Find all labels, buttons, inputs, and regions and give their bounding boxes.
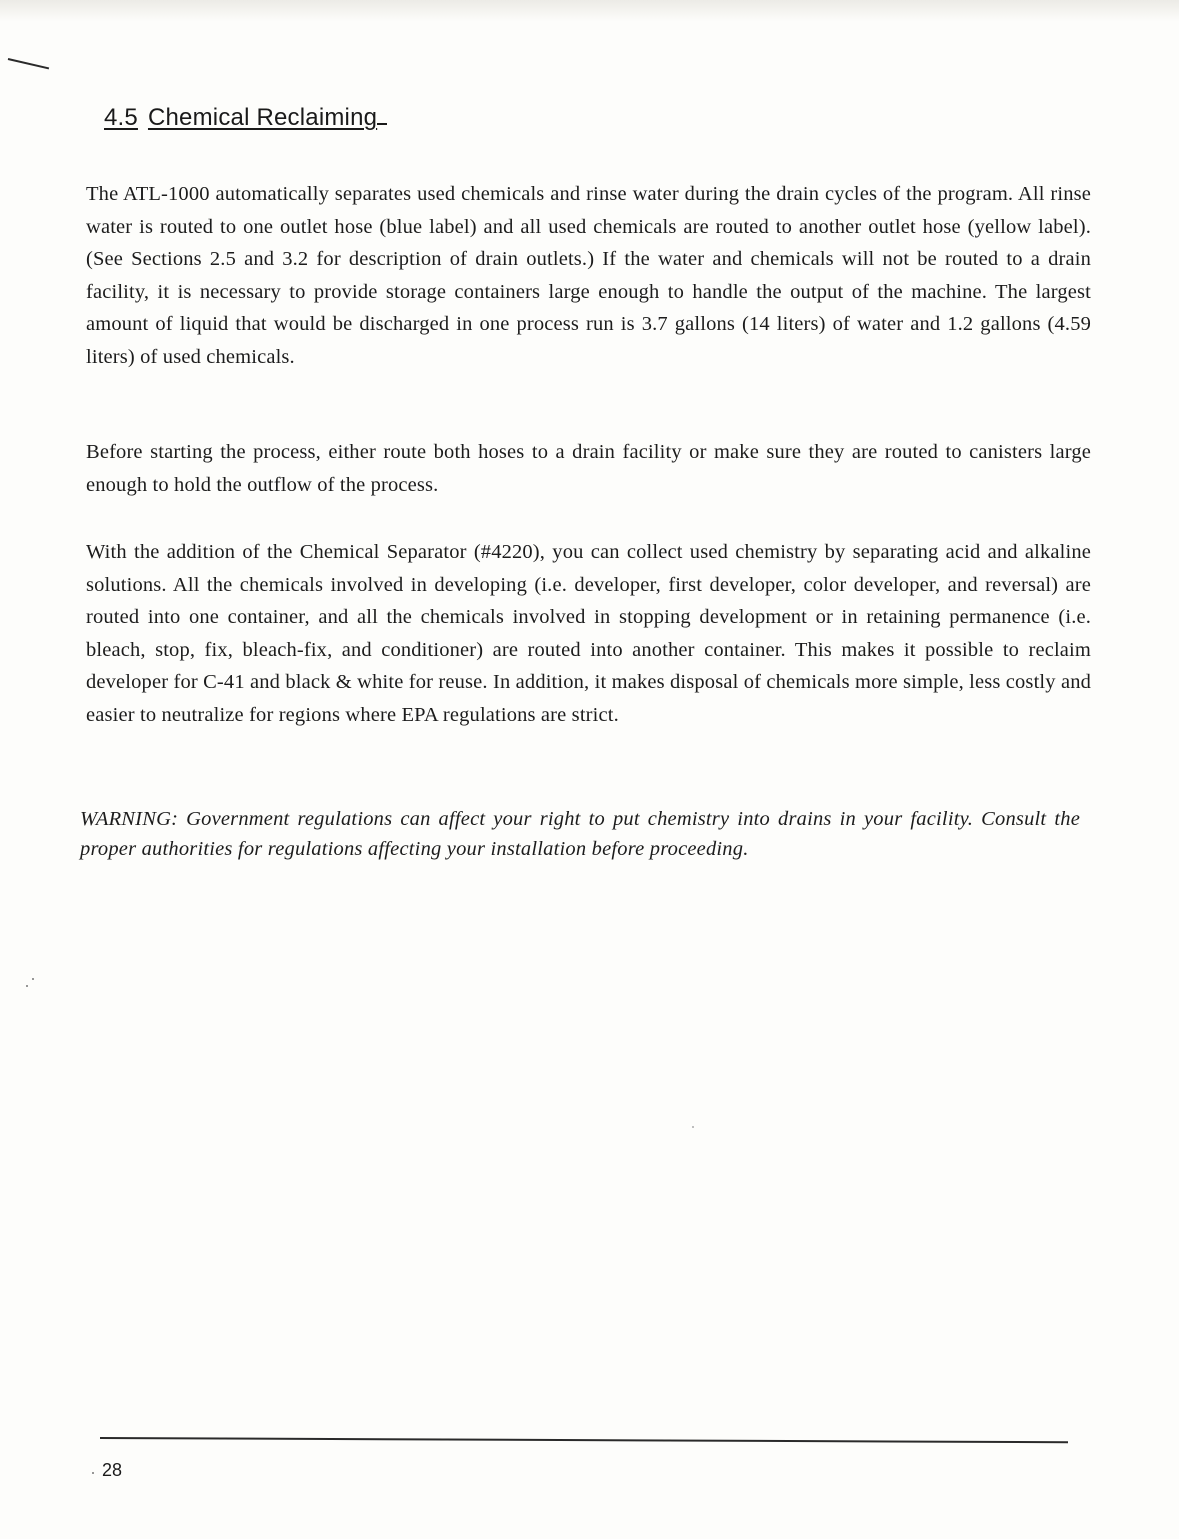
- warning-note: WARNING: Government regulations can affect your right to put chemistry into drains in your facility. Consult the proper authorities for regulations affecting your installation before proceeding.: [80, 808, 1080, 860]
- paragraph-chemical-separator: With the addition of the Chemical Separator (#4220), you can collect used chemistry by separating acid and alkaline solutions. All the chemicals involved in developing (i.e. developer, first developer, color developer, and reversal) are routed into one container, and all the chemicals involved in stopping development or in retaining permanence (i.e. bleach, stop, fix, bleach-fix, and conditioner) are routed into another container. This makes it possible to reclaim developer for C-41 and black & white for reuse. In addition, it makes disposal of chemicals more simple, less costly and easier to neutralize for regions where EPA regulations are strict.: [86, 541, 1091, 726]
- scan-speck: [692, 1126, 694, 1128]
- paragraph-drain-separation: The ATL-1000 automatically separates used chemicals and rinse water during the drain cycles of the program. All rinse water is routed to one outlet hose (blue label) and all used chemicals are routed to another outlet hose (yellow label). (See Sections 2.5 and 3.2 for description of drain outlets.) If the water and chemicals will not be routed to a drain facility, it is necessary to provide storage containers large enough to handle the output of the machine. The largest amount of liquid that would be discharged in one process run is 3.7 gallons (14 liters) of water and 1.2 gallons (4.59 liters) of used chemicals.: [86, 183, 1091, 368]
- corner-pen-mark: [8, 58, 49, 69]
- scan-speck: [92, 1472, 94, 1474]
- scan-speck: [26, 985, 28, 987]
- scan-speck: [32, 978, 34, 980]
- page-number: 28: [102, 1460, 123, 1480]
- section-heading: [104, 104, 387, 132]
- section-number: 4.5: [104, 104, 138, 131]
- heading-underline-tail: [377, 105, 387, 125]
- scan-edge-shading: [0, 0, 1179, 22]
- paragraph-before-starting: Before starting the process, either route both hoses to a drain facility or make sure they are routed to canisters large enough to hold the outflow of the process.: [86, 441, 1091, 496]
- footer-rule: [100, 1437, 1068, 1443]
- section-title: Chemical Reclaiming: [147, 104, 378, 131]
